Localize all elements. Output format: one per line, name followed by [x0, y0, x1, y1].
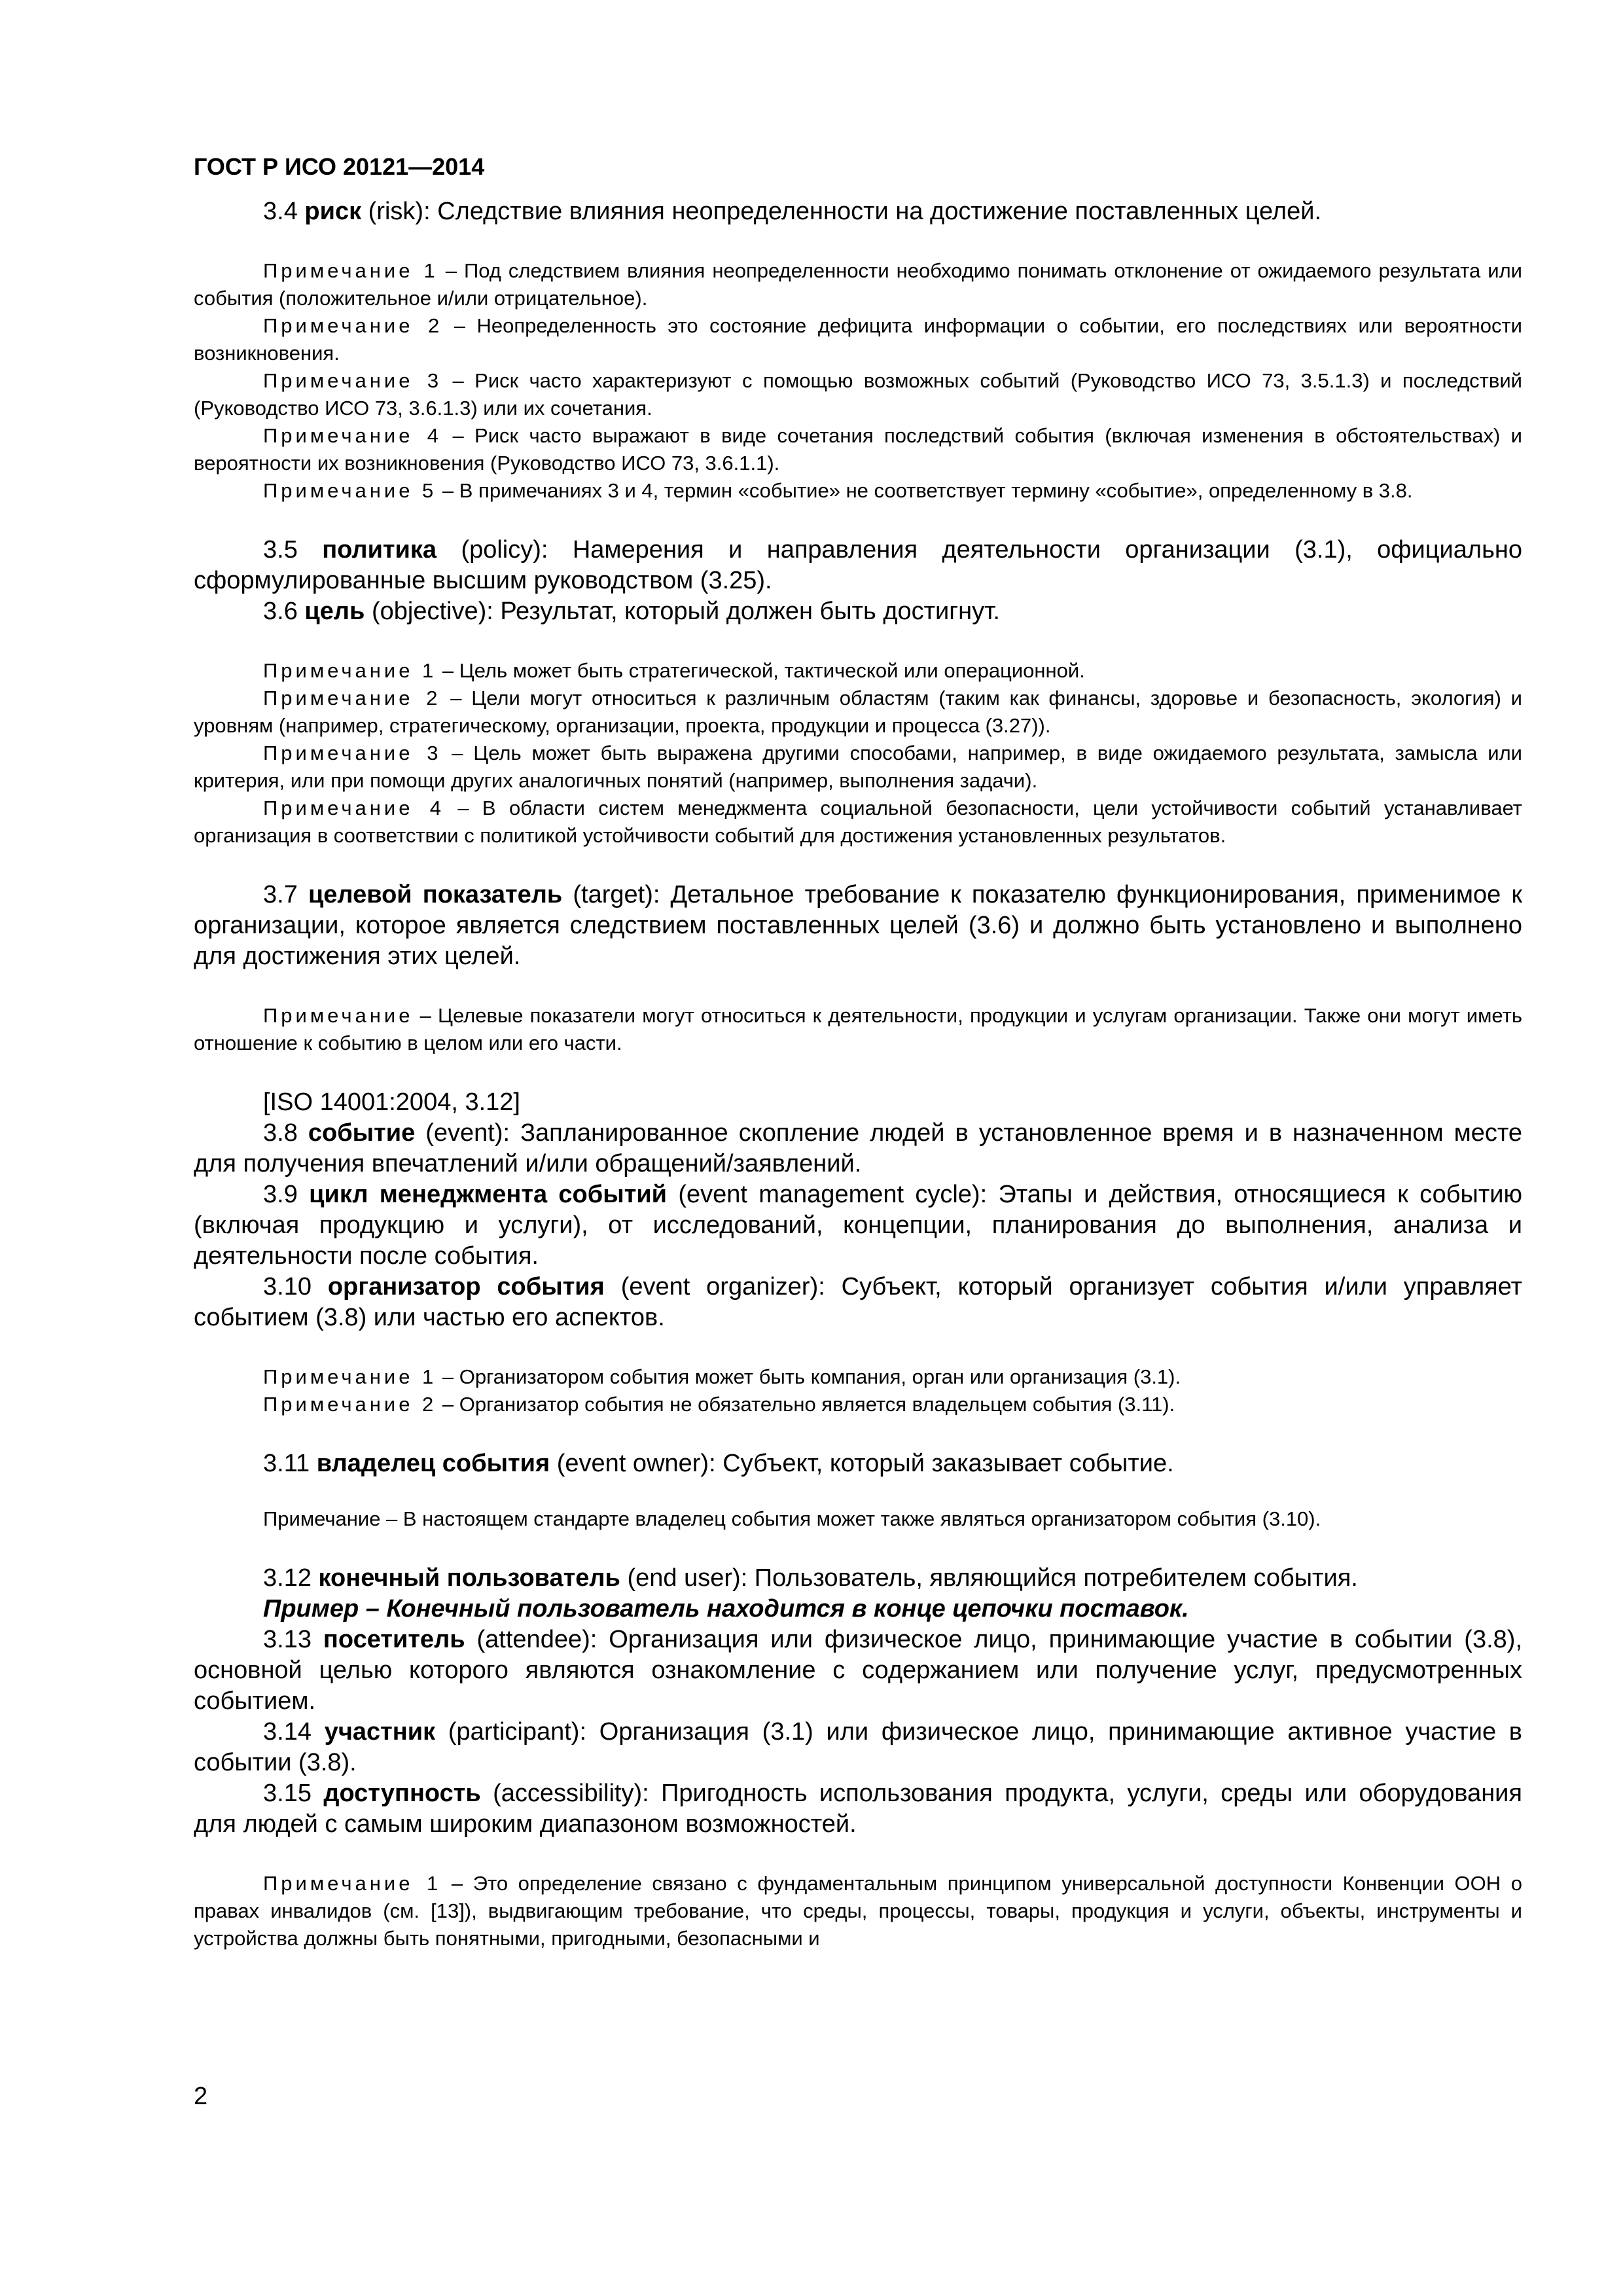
note — [194, 795, 1522, 850]
term-text: (participant): Организация (3.1) или физическое лицо, принимающие активное участие в событии (3.8). — [194, 1718, 1522, 1776]
note-text: – В примечаниях 3 и 4, термин «событие» не соответствует термину «событие», определенному в 3.8. — [437, 479, 1413, 502]
note-text: – Это определение связано с фундаментальным принципом универсальной доступности Конвенции ООН о правах инвалидов (см. [13]), выдвигающим требование, что среды, процессы, товары, продукция и услуги, объекты, инструменты и устройства должны быть понятными, пригодными, безопасными и — [194, 1872, 1522, 1950]
term-name: участник — [324, 1718, 436, 1746]
term-number: 3.5 — [263, 536, 298, 564]
paragraph-gap — [194, 1533, 1522, 1563]
note-text: – Цели могут относиться к различным областям (таким как финансы, здоровье и безопасность, экология) и уровням (например, стратегическому, организации, проекта, продукции и процесса (3.27)). — [194, 687, 1522, 737]
note-text: – Цель может быть стратегической, тактической или операционной. — [437, 659, 1085, 682]
note-label: Примечание 1 — [263, 1872, 442, 1895]
paragraph-gap — [194, 850, 1522, 880]
note-label: Примечание 1 — [263, 659, 437, 682]
note — [194, 657, 1522, 685]
term-name: цикл менеджмента событий — [309, 1181, 668, 1208]
term-text: (end user): Пользователь, являющийся потребителем события. — [620, 1564, 1358, 1592]
note-text: – Риск часто характеризуют с помощью возможных событий (Руководство ИСО 73, 3.5.1.3) и последствий (Руководство ИСО 73, 3.6.1.3) или их сочетания. — [194, 369, 1522, 420]
term-number: 3.13 — [263, 1626, 312, 1653]
note — [194, 257, 1522, 312]
paragraph-gap — [194, 1333, 1522, 1363]
note-label: Примечание 2 — [263, 1393, 437, 1416]
note-text: – Целевые показатели могут относиться к деятельности, продукции и услугам организации. Также они могут иметь отношение к событию в целом или его части. — [194, 1004, 1522, 1054]
note — [194, 1870, 1522, 1952]
reference-text: [ISO 14001:2004, 3.12] — [263, 1088, 520, 1116]
paragraph-gap — [194, 1479, 1522, 1505]
note-label: Примечание 5 — [263, 479, 437, 502]
term-name: целевой показатель — [308, 881, 563, 908]
term-name: посетитель — [323, 1626, 465, 1653]
term-number: 3.10 — [263, 1273, 312, 1300]
term-text: (event owner): Субъект, который заказывает событие. — [550, 1450, 1174, 1477]
term-definition — [194, 535, 1522, 596]
document-body — [194, 196, 1522, 1952]
term-number: 3.14 — [263, 1718, 312, 1746]
term-number: 3.9 — [263, 1181, 298, 1208]
note-text: Примечание – В настоящем стандарте владелец события может также являться организатором события (3.10). — [263, 1507, 1321, 1530]
page-number: 2 — [194, 2083, 208, 2110]
note — [194, 1363, 1522, 1391]
term-number: 3.4 — [263, 198, 298, 225]
term-definition — [194, 596, 1522, 627]
note-text: – Неопределенность это состояние дефицита информации о событии, его последствиях или вероятности возникновения. — [194, 314, 1522, 365]
example-body: Пример – Конечный пользователь находится в конце цепочки поставок. — [263, 1595, 1189, 1623]
paragraph-gap — [194, 627, 1522, 657]
note-text: – Организатор события не обязательно является владельцем события (3.11). — [437, 1393, 1175, 1416]
note-label: Примечание 2 — [263, 687, 441, 709]
term-text: (event management cycle): Этапы и действия, относящиеся к событию (включая продукцию и услуги), от исследований, концепции, планирования до выполнения, анализа и деятельности после события. — [194, 1181, 1522, 1270]
term-text: (event): Запланированное скопление людей в установленное время и в назначенном месте для получения впечатлений и/или обращений/заявлений. — [194, 1119, 1522, 1177]
term-name: цель — [304, 598, 365, 625]
note — [194, 1391, 1522, 1418]
term-definition — [194, 1624, 1522, 1717]
term-definition — [194, 1179, 1522, 1272]
reference-line — [194, 1087, 1522, 1118]
paragraph-gap — [194, 972, 1522, 1002]
term-text: (objective): Результат, который должен быть достигнут. — [365, 598, 1000, 625]
term-number: 3.12 — [263, 1564, 312, 1592]
note — [194, 312, 1522, 367]
paragraph-gap — [194, 1840, 1522, 1870]
term-number: 3.7 — [263, 881, 298, 908]
term-definition — [194, 1563, 1522, 1594]
note-label: Примечание 1 — [263, 1365, 437, 1388]
note — [194, 477, 1522, 505]
term-number: 3.6 — [263, 598, 298, 625]
term-text: (attendee): Организация или физическое лицо, принимающие участие в событии (3.8), основной целью которого являются ознакомление с содержанием или получение услуг, предусмотренных событием. — [194, 1626, 1522, 1715]
term-definition — [194, 1717, 1522, 1778]
note-label: Примечание — [263, 1004, 414, 1027]
note-label: Примечание 4 — [263, 797, 445, 819]
note-label: Примечание 1 — [263, 259, 438, 282]
note-text: – Организатором события может быть компания, орган или организация (3.1). — [437, 1365, 1181, 1388]
paragraph-gap — [194, 1057, 1522, 1087]
note-text: – Риск часто выражают в виде сочетания последствий события (включая изменения в обстоятельствах) и вероятности их возникновения (Руководство ИСО 73, 3.6.1.1). — [194, 424, 1522, 475]
note — [194, 1002, 1522, 1057]
term-name: политика — [322, 536, 437, 564]
example-text — [194, 1594, 1522, 1624]
note — [194, 685, 1522, 740]
term-name: событие — [308, 1119, 416, 1147]
term-definition — [194, 1778, 1522, 1840]
document-header: ГОСТ Р ИСО 20121—2014 — [194, 153, 485, 180]
note-text: – Цель может быть выражена другими способами, например, в виде ожидаемого результата, замысла или критерия, или при помощи других аналогичных понятий (например, выполнения задачи). — [194, 742, 1522, 792]
term-definition — [194, 1448, 1522, 1479]
note — [194, 367, 1522, 422]
note-text: – В области систем менеджмента социальной безопасности, цели устойчивости событий устанавливает организация в соответствии с политикой устойчивости событий для достижения установленных результатов. — [194, 797, 1522, 847]
term-definition — [194, 196, 1522, 227]
paragraph-gap — [194, 505, 1522, 535]
term-name: конечный пользователь — [318, 1564, 620, 1592]
note-text: – Под следствием влияния неопределенности необходимо понимать отклонение от ожидаемого результата или события (положительное и/или отрицательное). — [194, 259, 1522, 310]
term-text: (target): Детальное требование к показателю функционирования, применимое к организации, которое является следствием поставленных целей (3.6) и должно быть установлено и выполнено для достижения этих целей. — [194, 881, 1522, 970]
term-name: владелец события — [316, 1450, 550, 1477]
term-number: 3.11 — [263, 1450, 310, 1477]
note-label: Примечание 2 — [263, 314, 443, 337]
note — [194, 1505, 1522, 1533]
term-text: (policy): Намерения и направления деятельности организации (3.1), официально сформулированные высшим руководством (3.25). — [194, 536, 1523, 594]
note-label: Примечание 3 — [263, 742, 442, 764]
term-text: (event organizer): Субъект, который организует события и/или управляет событием (3.8) или частью его аспектов. — [194, 1273, 1522, 1331]
note — [194, 422, 1522, 477]
term-number: 3.15 — [263, 1780, 312, 1807]
term-text: (accessibility): Пригодность использования продукта, услуги, среды или оборудования для людей с самым широким диапазоном возможностей. — [194, 1780, 1522, 1838]
paragraph-gap — [194, 227, 1522, 257]
term-definition — [194, 880, 1522, 972]
paragraph-gap — [194, 1418, 1522, 1448]
term-name: доступность — [323, 1780, 481, 1807]
term-definition — [194, 1118, 1522, 1179]
term-text: (risk): Следствие влияния неопределенности на достижение поставленных целей. — [361, 198, 1322, 225]
note-label: Примечание 4 — [263, 424, 442, 447]
term-definition — [194, 1272, 1522, 1333]
term-number: 3.8 — [263, 1119, 298, 1147]
note-label: Примечание 3 — [263, 369, 442, 392]
term-name: организатор события — [327, 1273, 605, 1300]
note — [194, 740, 1522, 795]
term-name: риск — [304, 198, 362, 225]
